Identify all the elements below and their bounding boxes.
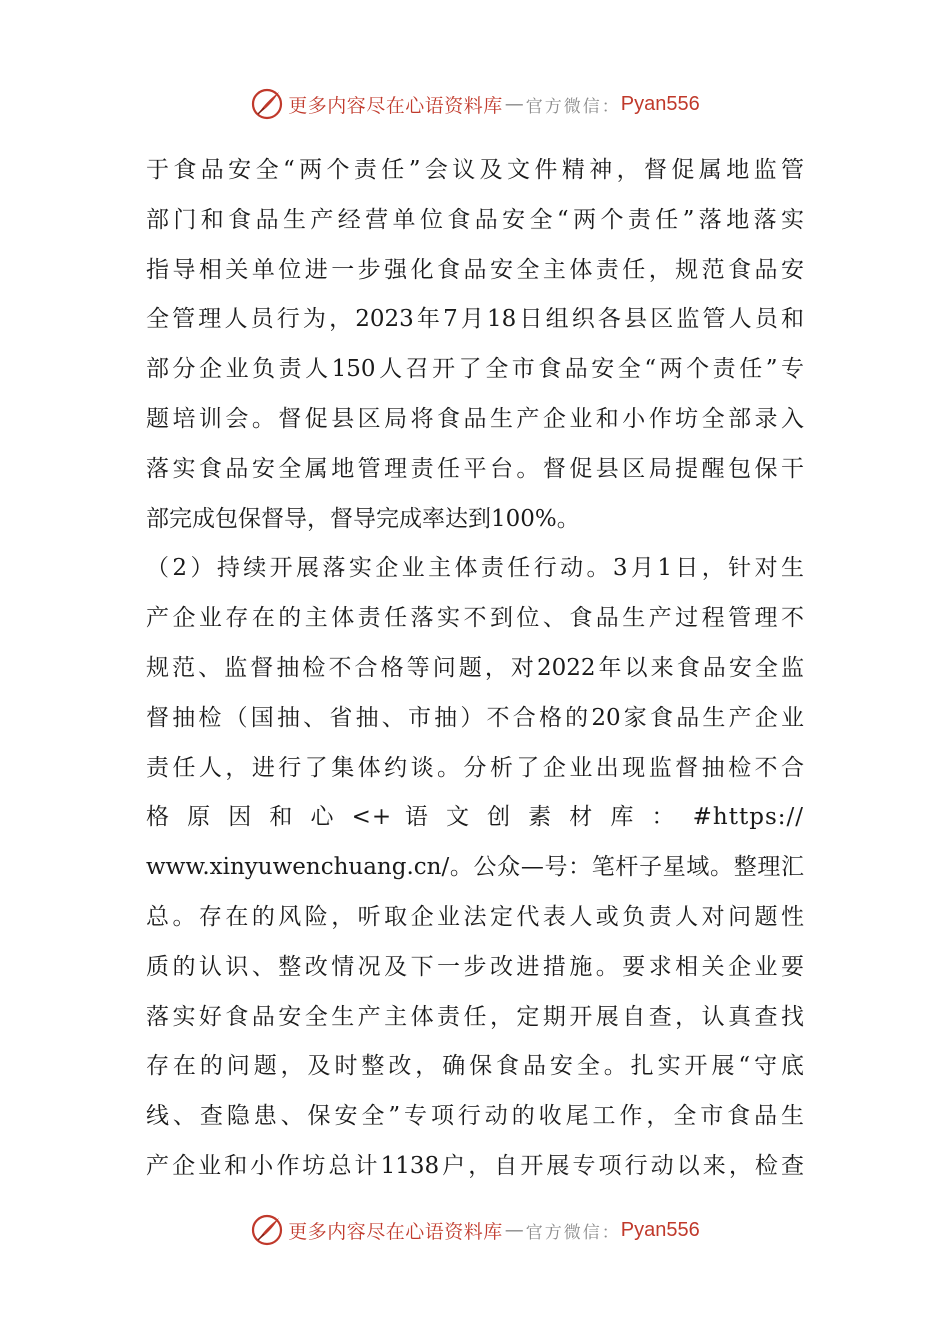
header-brand-text: 更多内容尽在心语资料库	[288, 94, 503, 117]
body-line: 部门和食品生产经营单位食品安全“两个责任”落地落实	[146, 206, 804, 233]
body-line: 质的认识、整改情况及下一步改进措施。要求相关企业要	[146, 953, 804, 980]
body-line: 产企业和小作坊总计1138户，自开展专项行动以来，检查	[146, 1152, 804, 1179]
header-wechat-label: 官方微信：	[525, 96, 621, 117]
footer-brand-text: 更多内容尽在心语资料库	[288, 1220, 503, 1243]
body-line: 线、查隐患、保安全”专项行动的收尾工作，全市食品生	[146, 1103, 804, 1130]
document-body	[146, 146, 804, 1192]
body-line: （2）持续开展落实企业主体责任行动。3月1日，针对生	[146, 555, 804, 582]
body-line: 督抽检（国抽、省抽、市抽）不合格的20家食品生产企业	[146, 704, 804, 731]
quill-logo-icon	[250, 1213, 284, 1247]
footer-wechat-id: Pyan556	[620, 1218, 700, 1241]
header-wechat-id: Pyan556	[620, 92, 700, 115]
body-line: 指导相关单位进一步强化食品安全主体责任，规范食品安	[146, 256, 804, 283]
body-line: 产企业存在的主体责任落实不到位、食品生产过程管理不	[146, 605, 804, 632]
body-line: 格 原 因 和 心 <+ 语 文 创 素 材 库 ： #https://	[146, 804, 804, 831]
body-line: www.xinyuwenchuang.cn/。公众—号：笔杆子星域。整理汇	[146, 854, 804, 881]
body-line: 部完成包保督导，督导完成率达到100%。	[146, 505, 580, 532]
footer-wechat-label: 官方微信：	[525, 1222, 621, 1243]
body-line: 落实食品安全属地管理责任平台。督促县区局提醒包保干	[146, 455, 804, 482]
body-line: 存在的问题，及时整改，确保食品安全。扎实开展“守底	[146, 1053, 804, 1080]
body-line: 责任人，进行了集体约谈。分析了企业出现监督抽检不合	[146, 754, 804, 781]
quill-logo-icon	[250, 87, 284, 121]
body-line: 题培训会。督促县区局将食品生产企业和小作坊全部录入	[146, 405, 804, 432]
body-line: 总。存在的风险，听取企业法定代表人或负责人对问题性	[146, 903, 804, 930]
body-line: 规范、监督抽检不合格等问题，对2022年以来食品安全监	[146, 654, 804, 681]
body-line: 于食品安全“两个责任”会议及文件精神，督促属地监管	[146, 157, 804, 183]
body-line: 部分企业负责人150人召开了全市食品安全“两个责任”专	[146, 356, 804, 383]
footer-banner	[0, 1210, 950, 1250]
header-separator: —	[504, 93, 524, 115]
body-line: 落实好食品安全生产主体责任，定期开展自查，认真查找	[146, 1003, 804, 1030]
footer-separator: —	[504, 1219, 524, 1241]
header-banner	[0, 84, 950, 124]
body-line: 全管理人员行为，2023年7月18日组织各县区监管人员和	[146, 306, 804, 333]
